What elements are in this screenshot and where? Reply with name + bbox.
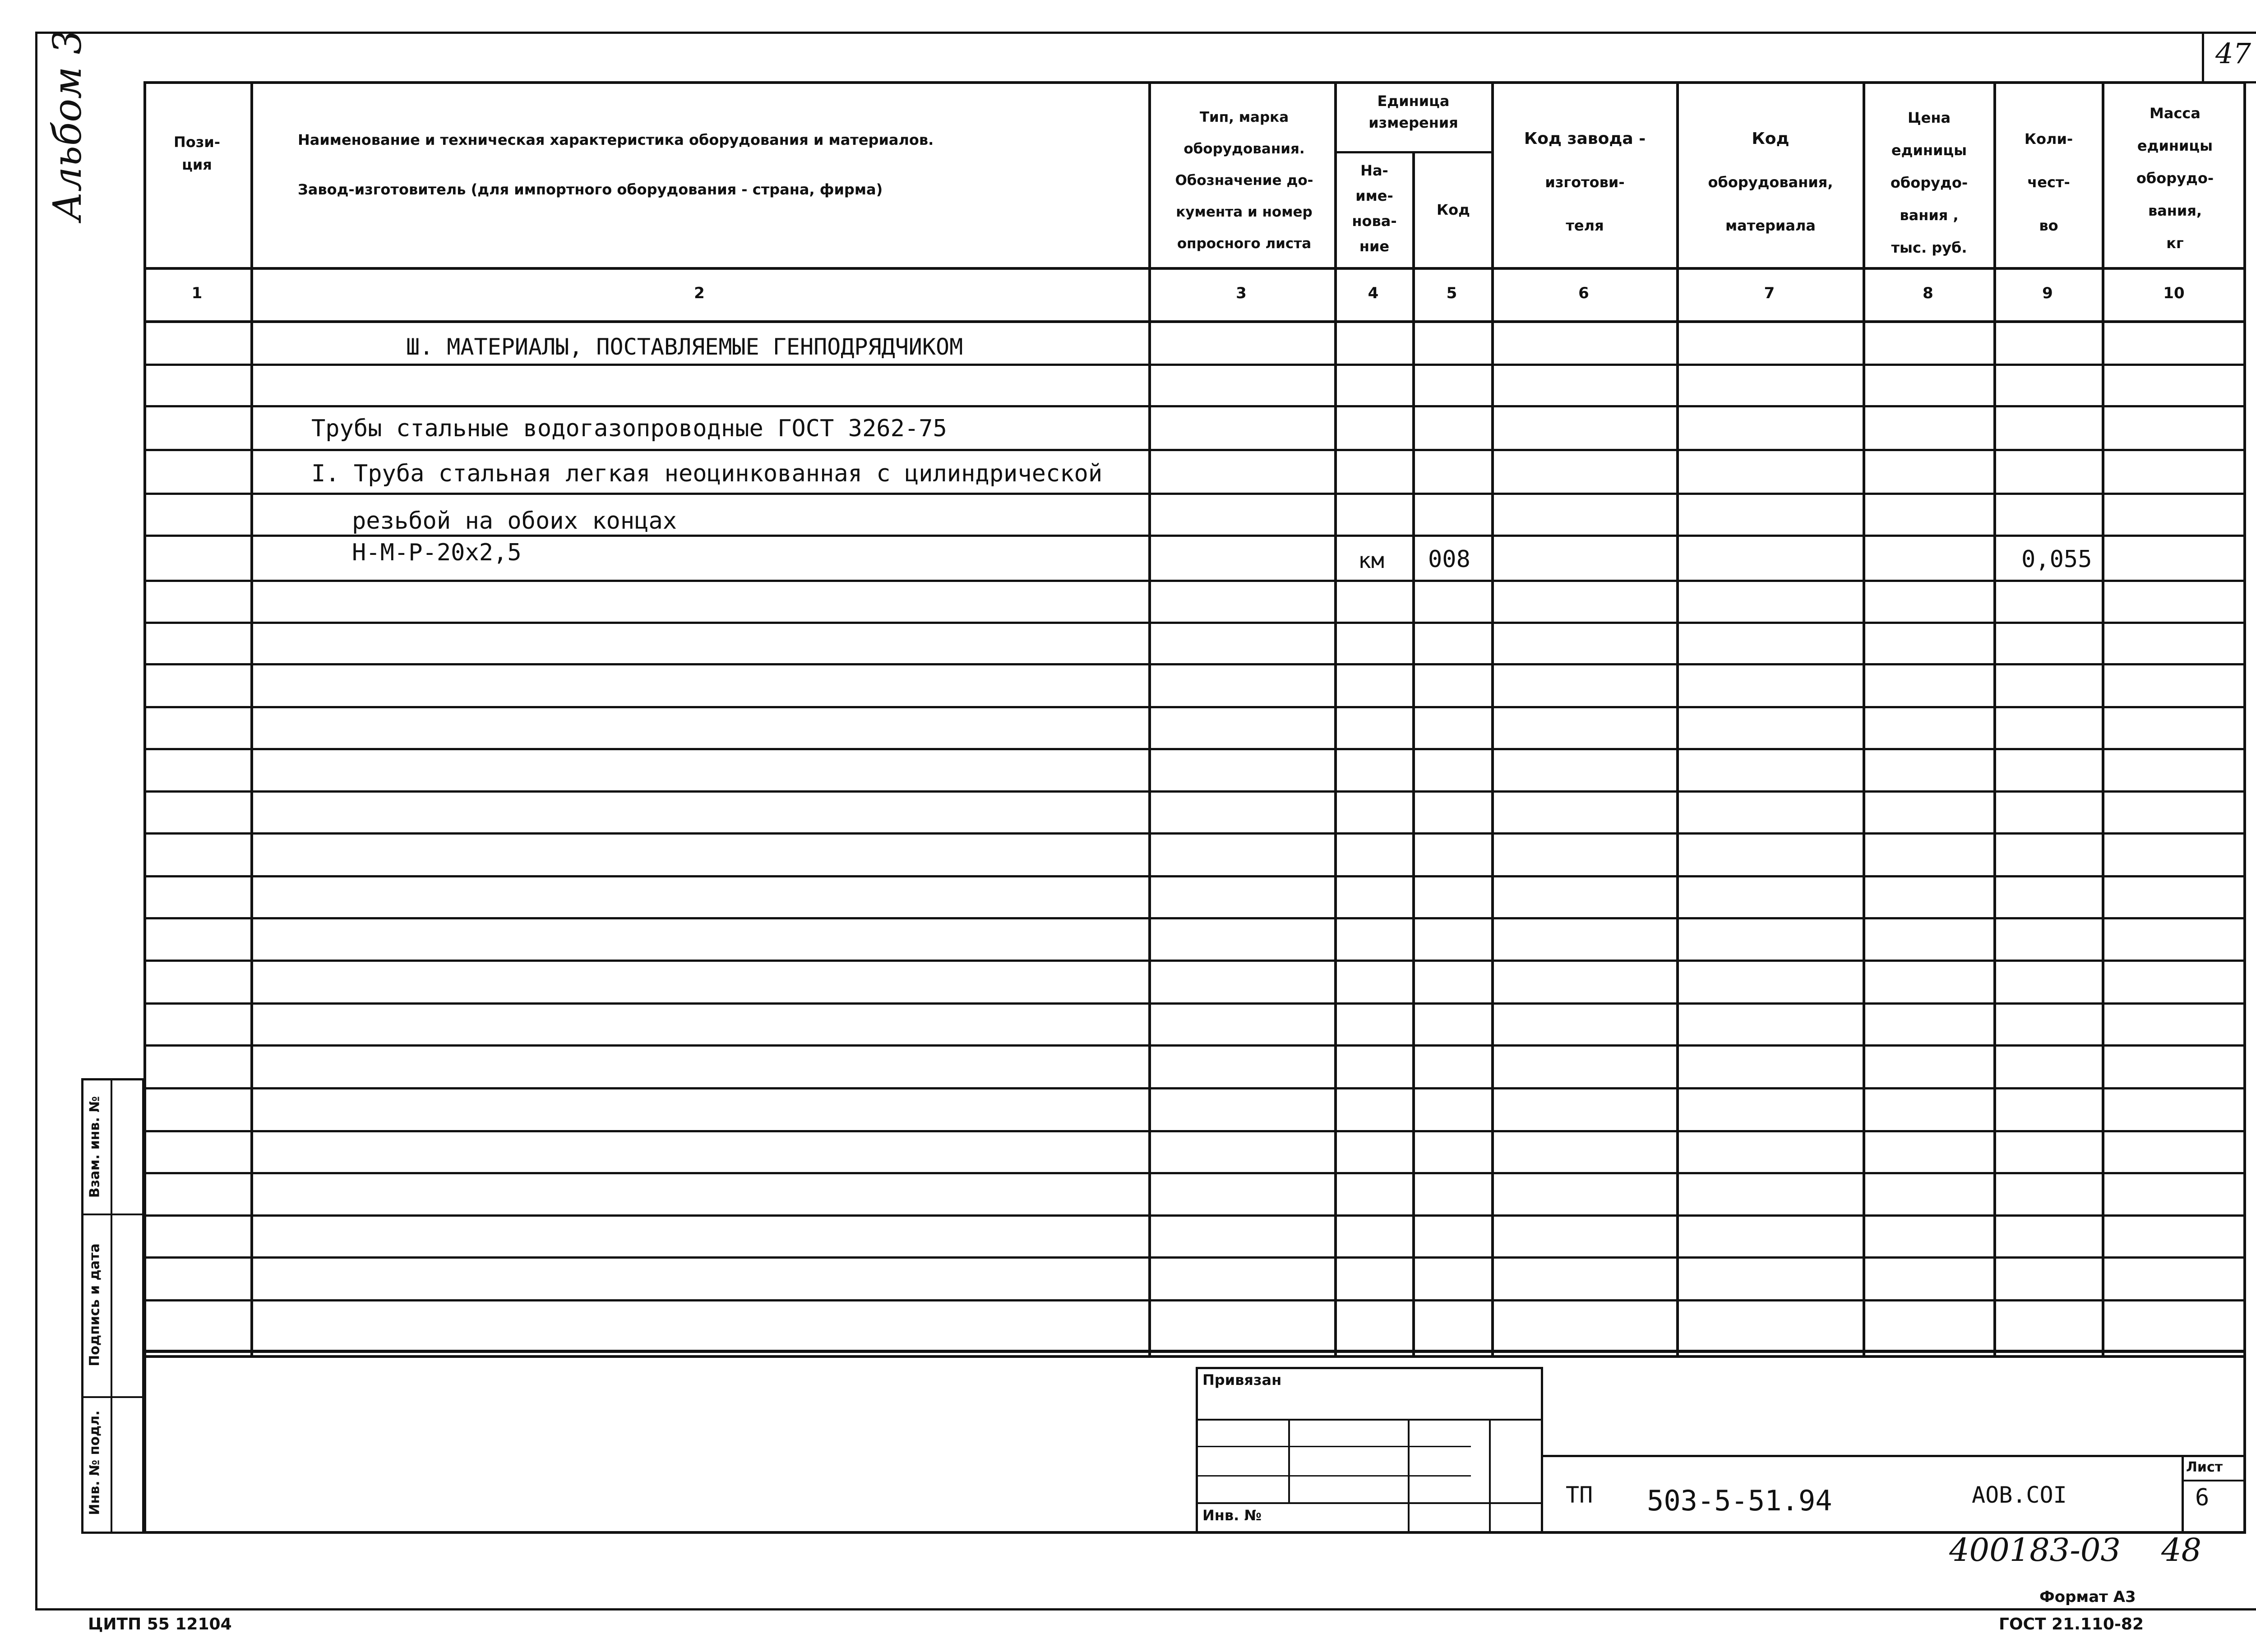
- row-line: [143, 1214, 2246, 1217]
- row-line: [143, 748, 2246, 750]
- title-block-sheet-divider: [2182, 1455, 2184, 1534]
- row-line: [143, 493, 2246, 495]
- row-line: [143, 832, 2246, 835]
- colnum-1: 1: [191, 284, 203, 302]
- stamp-area-frame: [143, 1350, 2246, 1534]
- header-price-line5: тыс. руб.: [1891, 239, 1967, 256]
- header-price-line1: Цена: [1907, 109, 1951, 126]
- header-mass-line3: оборудо-: [2136, 170, 2214, 187]
- header-divider: [143, 267, 2246, 270]
- header-price-line4: вания ,: [1900, 207, 1959, 224]
- header-position-line1: Пози-: [173, 134, 221, 151]
- colnum-8: 8: [1923, 284, 1933, 302]
- row-line: [143, 663, 2246, 665]
- privyazan-label: Привязан: [1202, 1371, 1282, 1389]
- header-factory-code-line3: теля: [1566, 217, 1604, 234]
- header-price: [1865, 102, 1993, 264]
- row-line: [143, 405, 2246, 407]
- header-name: [298, 126, 1146, 203]
- col-line-8: [1993, 81, 1996, 1358]
- header-price-line3: оборудо-: [1890, 174, 1968, 191]
- header-factory-code-line2: изготови-: [1545, 174, 1625, 191]
- side-stamp-row: [81, 1396, 144, 1398]
- side-stamp-replace: Взам. инв. №: [87, 1096, 103, 1198]
- header-quantity-line2: чест-: [2027, 174, 2070, 191]
- header-unit-name-line2: име-: [1355, 187, 1393, 204]
- row-line: [143, 364, 2246, 366]
- side-stamp-divider: [111, 1078, 112, 1534]
- header-name-line1: Наименование и техническая характеристика оборудования и материалов.: [298, 131, 934, 148]
- header-mass-line5: кг: [2166, 235, 2184, 252]
- col-line-6: [1676, 81, 1679, 1358]
- col-line-7: [1863, 81, 1865, 1358]
- handwritten-page: 48: [2161, 1532, 2202, 1569]
- row-line: [143, 622, 2246, 624]
- row-line: [143, 917, 2246, 919]
- colnum-9: 9: [2042, 284, 2053, 302]
- col-line-1: [250, 81, 253, 1358]
- row-line: [143, 1130, 2246, 1132]
- privyazan-row: [1196, 1502, 1543, 1504]
- title-block-top: [1543, 1455, 2246, 1457]
- item-line-2: резьбой на обоих концах: [352, 508, 677, 535]
- side-stamp-row: [81, 1214, 144, 1215]
- row-line: [143, 535, 2246, 537]
- header-type-line5: опросного листа: [1177, 235, 1312, 252]
- colnum-5: 5: [1446, 284, 1457, 302]
- section-title: Ш. МАТЕРИАЛЫ, ПОСТАВЛЯЕМЫЕ ГЕНПОДРЯДЧИКОМ: [406, 334, 963, 360]
- side-stamp-inv: Инв. № подл.: [87, 1410, 103, 1515]
- header-quantity-line3: во: [2039, 217, 2058, 234]
- header-unit-name-line4: ние: [1359, 238, 1390, 255]
- printer-mark: ЦИТП 55 12104: [88, 1615, 232, 1634]
- row-line: [143, 1172, 2246, 1174]
- page-number-top: 47: [2215, 37, 2251, 70]
- privyazan-col: [1288, 1419, 1290, 1502]
- header-unit-name: [1336, 158, 1413, 259]
- col-line-5: [1491, 81, 1494, 1358]
- header-type-line1: Тип, марка: [1199, 109, 1289, 125]
- privyazan-row: [1196, 1419, 1543, 1421]
- header-type: [1155, 102, 1333, 259]
- header-type-line4: кумента и номер: [1176, 204, 1313, 220]
- row-line: [143, 790, 2246, 793]
- privyazan-col: [1408, 1419, 1410, 1534]
- header-factory-code: [1493, 117, 1676, 247]
- row-line: [143, 580, 2246, 582]
- sheet-number: 6: [2195, 1484, 2210, 1511]
- col-line-3: [1334, 81, 1337, 1358]
- row-line: [143, 1044, 2246, 1047]
- header-price-line2: единицы: [1891, 142, 1967, 159]
- privyazan-col: [1489, 1419, 1491, 1534]
- header-mass-line1: Масса: [2150, 105, 2201, 122]
- header-unit-group-line2: измерения: [1368, 114, 1458, 131]
- row-line: [143, 1256, 2246, 1259]
- header-position: [143, 131, 250, 176]
- colnum-2: 2: [694, 284, 705, 302]
- header-type-line3: Обозначение до-: [1175, 172, 1313, 189]
- header-unit-group: [1336, 90, 1491, 134]
- header-position-line2: ция: [182, 156, 212, 173]
- header-equipment-code-line2: оборудования,: [1708, 174, 1833, 191]
- row-line: [143, 706, 2246, 708]
- colnum-divider: [143, 320, 2246, 323]
- doc-prefix: ТП: [1566, 1482, 1593, 1508]
- header-unit-name-line3: нова-: [1352, 212, 1397, 230]
- header-mass-line2: единицы: [2137, 137, 2213, 154]
- header-mass: [2104, 97, 2246, 259]
- header-mass-line4: вания,: [2148, 202, 2202, 219]
- header-unit-group-line1: Единица: [1377, 92, 1450, 110]
- item-line-3: Н-М-Р-20х2,5: [352, 539, 522, 566]
- colnum-4: 4: [1368, 284, 1379, 302]
- item-unit: км: [1358, 548, 1384, 573]
- row-line: [143, 1299, 2246, 1301]
- album-label: Альбом 3: [45, 29, 90, 221]
- gost-label: ГОСТ 21.110-82: [1999, 1615, 2144, 1634]
- row-line: [143, 1002, 2246, 1005]
- row-line: [143, 875, 2246, 877]
- header-equipment-code-line1: Код: [1752, 129, 1789, 148]
- colnum-7: 7: [1764, 284, 1775, 302]
- col-line-9: [2102, 81, 2104, 1358]
- inv-no-label: Инв. №: [1202, 1507, 1262, 1524]
- title-block-sheet-row: [2182, 1480, 2246, 1481]
- row-line: [143, 960, 2246, 962]
- col-line-4: [1412, 151, 1415, 1358]
- header-name-line2: Завод-изготовитель (для импортного оборудования - страна, фирма): [298, 181, 883, 198]
- privyazan-row: [1196, 1475, 1471, 1477]
- item-quantity: 0,055: [2021, 546, 2092, 573]
- group-title: Трубы стальные водогазопроводные ГОСТ 3262-75: [311, 415, 947, 442]
- doc-code: АОВ.СОI: [1972, 1482, 2067, 1508]
- side-stamp-signature: Подпись и дата: [87, 1243, 103, 1366]
- header-equipment-code-line3: материала: [1725, 217, 1816, 234]
- header-type-line2: оборудования.: [1183, 141, 1305, 157]
- row-line: [143, 1087, 2246, 1089]
- header-factory-code-line1: Код завода -: [1524, 129, 1646, 148]
- item-code: 008: [1428, 546, 1470, 573]
- header-unit-name-line1: На-: [1360, 162, 1388, 179]
- main-table-frame: [143, 81, 2246, 1358]
- row-line: [143, 449, 2246, 451]
- col-line-2: [1148, 81, 1151, 1358]
- unit-group-divider: [1334, 151, 1491, 153]
- handwritten-ref: 400183-03: [1949, 1532, 2121, 1569]
- header-quantity: [1996, 117, 2102, 247]
- doc-number: 503-5-51.94: [1647, 1484, 1832, 1517]
- sheet-label: Лист: [2186, 1459, 2223, 1475]
- colnum-10: 10: [2163, 284, 2185, 302]
- header-unit-code: Код: [1437, 201, 1470, 218]
- header-quantity-line1: Коли-: [2024, 130, 2073, 148]
- format-label: Формат А3: [2039, 1588, 2136, 1606]
- privyazan-row: [1196, 1446, 1471, 1447]
- header-equipment-code: [1678, 117, 1863, 247]
- colnum-3: 3: [1236, 284, 1247, 302]
- item-line-1: I. Труба стальная легкая неоцинкованная с цилиндрической: [311, 460, 1103, 487]
- colnum-6: 6: [1578, 284, 1589, 302]
